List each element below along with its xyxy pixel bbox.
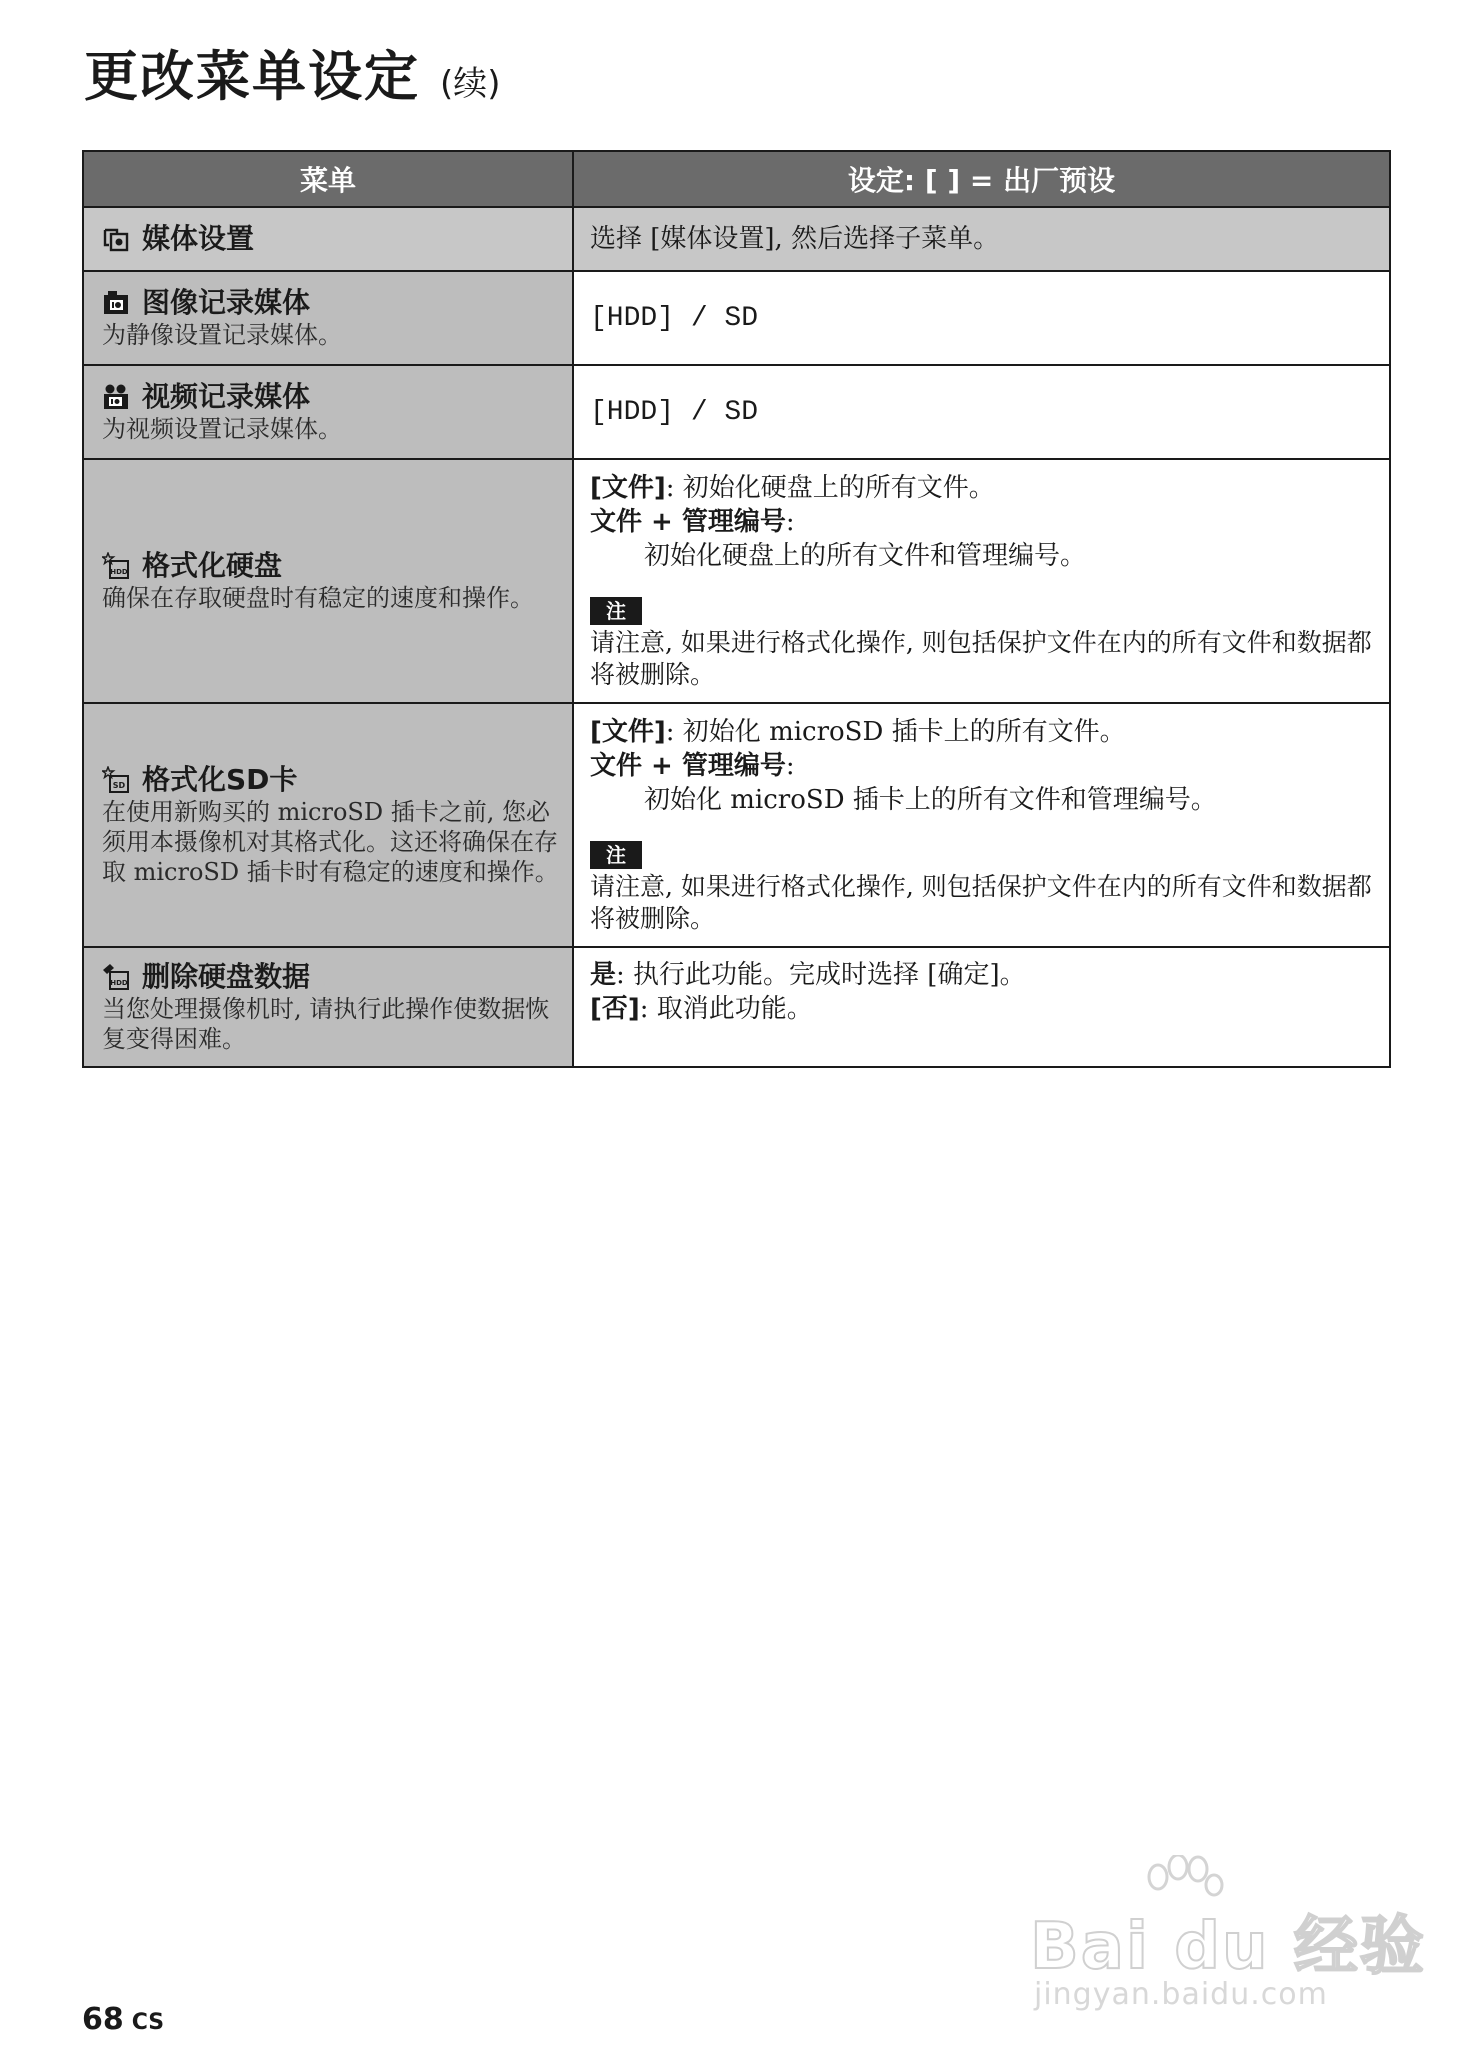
menu-item-description: 在使用新购买的 microSD 插卡之前, 您必须用本摄像机对其格式化。这还将确保在存取 microSD 插卡时有稳定的速度和操作。 [102,798,559,886]
svg-text:HDD: HDD [110,979,128,987]
menu-item-description: 为静像设置记录媒体。 [102,321,342,349]
media-settings-icon [102,225,130,253]
option-line [590,715,1375,749]
svg-text:SD: SD [112,781,126,790]
option-line [590,992,1375,1026]
page-title-text: 更改菜单设定 [84,45,420,108]
page-number [82,2002,164,2037]
page-number-value: 68 [82,2002,124,2037]
option-line [590,749,1375,783]
setting-options: [HDD] / SD [590,303,759,334]
menu-item-title: 删除硬盘数据 [142,960,311,993]
camera-icon [102,289,130,317]
menu-cell [83,271,573,365]
option-text: : 初始化 microSD 插卡上的所有文件。 [665,717,1126,747]
watermark-logo [1030,1855,1426,2025]
option-text: 初始化硬盘上的所有文件和管理编号。 [644,541,1087,571]
option-colon: : [785,751,795,781]
option-text: 初始化 microSD 插卡上的所有文件和管理编号。 [644,785,1217,815]
menu-cell [83,365,573,459]
note-badge: 注 [590,597,642,625]
menu-cell [83,947,573,1067]
menu-cell [83,459,573,703]
option-label: [否] [590,994,640,1024]
option-line [590,471,1375,505]
option-label: 是 [590,960,617,990]
option-label: [文件] [590,717,666,747]
erase-hdd-icon [102,963,130,991]
format-hdd-icon [102,552,130,580]
table-row-format-hdd [83,459,1390,703]
option-label: 文件 + 管理编号 [590,751,786,781]
option-text: : 取消此功能。 [639,994,813,1024]
menu-item-title: 媒体设置 [142,222,255,255]
option-text: : 执行此功能。完成时选择 [确定]。 [616,960,1026,990]
menu-settings-table [82,150,1391,1068]
note-text: 请注意, 如果进行格式化操作, 则包括保护文件在内的所有文件和数据都将被删除。 [590,872,1372,933]
menu-item-title: 图像记录媒体 [142,286,311,319]
setting-options: [HDD] / SD [590,397,759,428]
setting-cell [573,703,1390,947]
column-header-menu: 菜单 [83,151,573,207]
watermark-url: jingyan.baidu.com [1034,1977,1328,2012]
setting-cell [573,459,1390,703]
table-header-row [83,151,1390,207]
option-line [590,505,1375,539]
menu-item-title: 格式化SD卡 [142,763,298,796]
setting-cell [573,947,1390,1067]
option-text: : 初始化硬盘上的所有文件。 [665,473,995,503]
menu-item-title: 视频记录媒体 [142,380,311,413]
menu-item-title: 格式化硬盘 [142,549,283,582]
format-sd-icon [102,766,130,794]
note-text: 请注意, 如果进行格式化操作, 则包括保护文件在内的所有文件和数据都将被删除。 [590,628,1372,689]
table-row-media-settings [83,207,1390,271]
setting-cell [573,271,1390,365]
page-subtitle: (续) [440,64,501,104]
menu-item-description: 为视频设置记录媒体。 [102,415,342,443]
option-line [590,958,1375,992]
setting-cell [573,365,1390,459]
setting-cell [573,207,1390,271]
page-language-code: CS [131,2010,165,2035]
option-colon: : [785,507,795,537]
column-header-setting: 设定: [ ] = 出厂预设 [573,151,1390,207]
option-label: [文件] [590,473,666,503]
table-row-erase-hdd [83,947,1390,1067]
table-row-image-media [83,271,1390,365]
table-row-format-sd [83,703,1390,947]
note-badge: 注 [590,841,642,869]
option-label: 文件 + 管理编号 [590,507,786,537]
setting-text: 选择 [媒体设置], 然后选择子菜单。 [590,224,1000,254]
svg-text:HDD: HDD [110,568,128,576]
watermark-brand: Bai du 经验 [1030,1910,1426,1984]
menu-item-description: 确保在存取硬盘时有稳定的速度和操作。 [102,584,534,612]
menu-cell [83,207,573,271]
video-camera-icon [102,383,130,411]
table-row-video-media [83,365,1390,459]
menu-cell [83,703,573,947]
menu-item-description: 当您处理摄像机时, 请执行此操作使数据恢复变得困难。 [102,995,550,1053]
page-title [84,45,501,108]
